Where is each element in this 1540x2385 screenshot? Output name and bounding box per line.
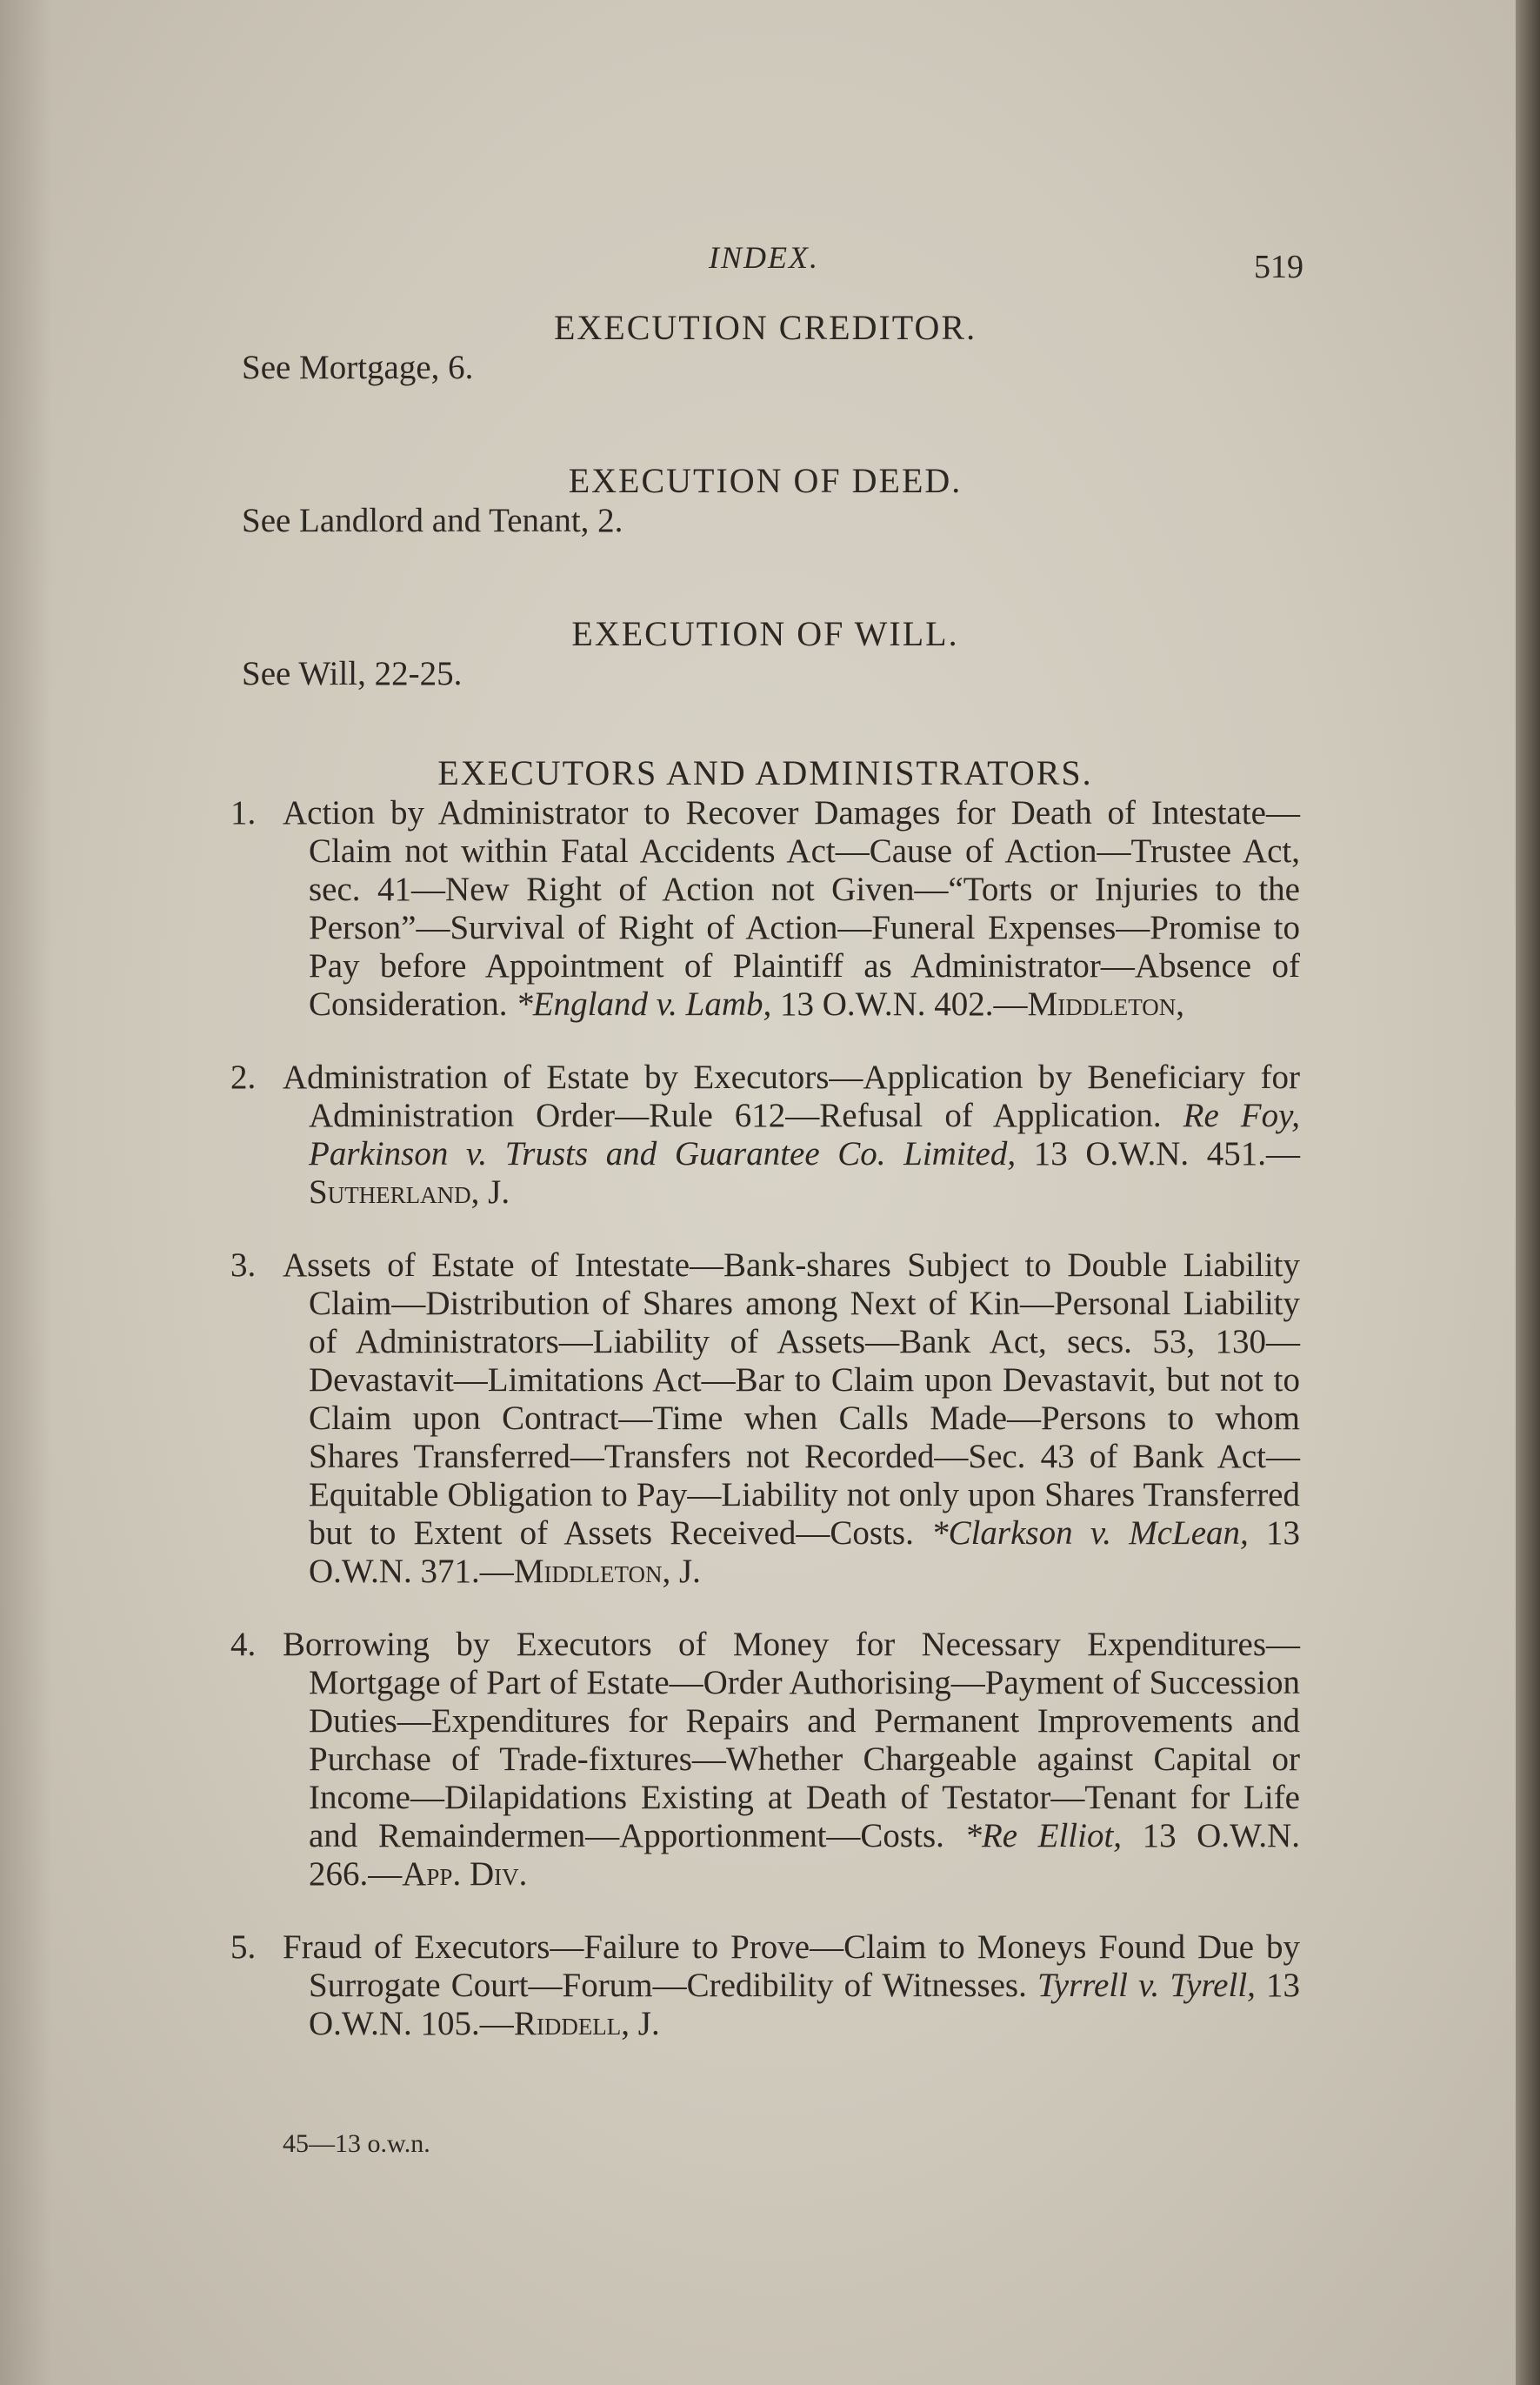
citation: 13 O.W.N. 266.— xyxy=(309,1817,1300,1893)
heading-execution-of-will: EXECUTION OF WILL. xyxy=(571,614,959,653)
index-entry xyxy=(230,1928,1300,2043)
entry-text: Administration of Estate by Executors—Application by Beneficiary for Administration Order—Rule 612—Refusal of Application. xyxy=(283,1059,1300,1134)
case-name: Tyrrell v. Tyrell, xyxy=(1037,1967,1256,2004)
entry-number: 4. xyxy=(230,1626,257,1663)
entry-number: 2. xyxy=(230,1059,257,1096)
page-gutter-shadow xyxy=(0,0,52,2385)
signature-mark: 45—13 o.w.n. xyxy=(283,2129,430,2158)
judge: Sutherland, J. xyxy=(309,1173,510,1211)
cross-reference: See Landlord and Tenant, 2. xyxy=(242,502,623,539)
judge: Riddell, J. xyxy=(513,2005,660,2042)
page-number: 519 xyxy=(1254,249,1303,285)
entry-text: Action by Administrator to Recover Damages for Death of Intestate—Claim not within Fatal Accidents Act—Cause of Action—Trustee Act, sec. 41—New Right of Action not Given—“Torts or Injuries to the Person”—Survival of Right of Action—Funeral Expenses—Promise to Pay before Appointment of Plaintiff as Administrator—Absence of Consideration. xyxy=(283,794,1300,1023)
cross-reference: See Will, 22-25. xyxy=(242,655,463,692)
case-name: *Re Elliot, xyxy=(964,1817,1123,1854)
entry-text: Borrowing by Executors of Money for Necessary Expenditures—Mortgage of Part of Estate—Order Authorising—Payment of Succession Duties—Expenditures for Repairs and Permanent Improvements and Purchase of Trade-fixtures—Whether Chargeable against Capital or Income—Dilapidations Existing at Death of Testator—Tenant for Life and Remaindermen—Apportionment—Costs. xyxy=(283,1626,1300,1854)
judge: App. Div. xyxy=(402,1855,528,1893)
running-head: INDEX. xyxy=(709,240,819,275)
page-edge xyxy=(1516,0,1540,2385)
entry-number: 3. xyxy=(230,1246,257,1284)
citation: 13 O.W.N. 105.— xyxy=(309,1967,1301,2042)
entry-number: 5. xyxy=(230,1928,257,1966)
index-body xyxy=(230,309,1300,2078)
citation: 13 O.W.N. 371.— xyxy=(309,1514,1300,1590)
index-entry xyxy=(230,1626,1300,1894)
cross-reference: See Mortgage, 6. xyxy=(242,349,474,386)
heading-execution-creditor: EXECUTION CREDITOR. xyxy=(553,308,977,347)
entry-number: 1. xyxy=(230,794,257,832)
judge: Middleton, xyxy=(1027,985,1184,1023)
case-name: Re Foy, Parkinson v. Trusts and Guarantee Co. Limited, xyxy=(309,1097,1301,1172)
entry-text: Assets of Estate of Intestate—Bank-shares Subject to Double Liability Claim—Distribution of Shares among Next of Kin—Personal Liability of Administrators—Liability of Assets—Bank Act, secs. 53, 130—Devastavit—Limitations Act—Bar to Claim upon Devastavit, but not to Claim upon Contract—Time when Calls Made—Persons to whom Shares Transferred—Transfers not Recorded—Sec. 43 of Bank Act—Equitable Obligation to Pay—Liability not only upon Shares Transferred but to Extent of Assets Received—Costs. xyxy=(283,1246,1300,1552)
case-name: *England v. Lamb, xyxy=(516,985,772,1023)
citation: 13 O.W.N. 451.— xyxy=(1033,1135,1301,1172)
index-entry xyxy=(230,794,1300,1024)
index-entry xyxy=(230,1059,1300,1212)
citation: 13 O.W.N. 402.— xyxy=(780,985,1028,1023)
index-entry xyxy=(230,1246,1300,1591)
heading-executors-and-administrators: EXECUTORS AND ADMINISTRATORS. xyxy=(437,753,1093,792)
heading-execution-of-deed: EXECUTION OF DEED. xyxy=(568,461,963,500)
case-name: *Clarkson v. McLean, xyxy=(931,1514,1249,1552)
judge: Middleton, J. xyxy=(513,1553,701,1590)
entry-text: Fraud of Executors—Failure to Prove—Claim to Moneys Found Due by Surrogate Court—Forum—Credibility of Witnesses. xyxy=(283,1928,1300,2004)
